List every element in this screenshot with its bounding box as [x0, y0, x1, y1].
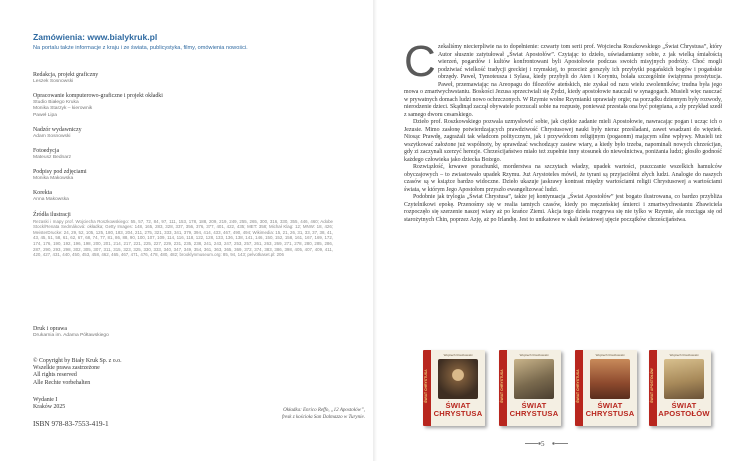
book-spine — [649, 350, 657, 426]
sources-text: Rezaski i mapy prof. Wojciecha Roszkowskiego: 55, 57, 72, 84, 97, 111, 153, 178, 188, 209, 219, 249, 255, 265, 300, 316, 330, 355, 446, 460; Adobe Stock/Renata Sedmáková: okładka; Getty Images: 148, 165, 283, 328, 337, 356, 376, 377, 401, 422, 435; MET: 358; Michał Klag: 12; MNW: 18, 426; MeisterDrucke: 24, 29, 52, 105, 125, 180, 183, 204, 211, 275, 321, 333, 341, 379, 394, 414, 433, 467, 490, 494; Wikimedia: 15, 21, 26, 31, 33, 37, 38, 41, 43, 45, 51, 58, 61, 62, 67, 68, 74, 77, 81, 86, 88, 90, 100, 107, 109, 114, 116, 118, 122, 128, 133, 136, 138, 141, 146, 150, 152, 158, 161, 167, 169, 172, 174, 176, 190, 192, 196, 198, 200, 201, 214, 217, 221, 225, 227, 229, 231, 235, 238, 241, 243, 247, 253, 257, 261, 263, 269, 271, 278, 280, 285, 286, 287, 290, 293, 298, 302, 305, 307, 311, 315, 323, 325, 330, 333, 340, 347, 349, 354, 361, 363, 365, 369, 372, 374, 383, 386, 398, 405, 407, 409, 411, 420, 427, 431, 440, 450, 453, 458, 462, 465, 467, 471, 476, 478, 480, 482; brooklynmuseum.org: 85, 94, 143; pelvotkaset.pl: 206 — [33, 218, 333, 258]
book-spine — [423, 350, 431, 426]
book-artwork — [664, 359, 704, 399]
edition-line: Wydanie I — [33, 397, 58, 403]
book-front — [507, 350, 561, 426]
credit-label: Redakcja, projekt graficzny — [33, 72, 99, 78]
book-cover-4 — [649, 350, 711, 426]
credit-block — [33, 72, 353, 85]
credit-value: Monika Starzyk – kierownik — [33, 106, 93, 112]
book-artwork — [590, 359, 630, 399]
book-artwork — [438, 359, 478, 399]
credit-value: Mateusz Bednarz — [33, 155, 72, 161]
credit-block — [33, 148, 353, 161]
credit-label: Fotoedycja — [33, 148, 60, 155]
ornament-right-icon — [552, 442, 568, 445]
book-title: ŚWIAT CHRYSTUSA — [509, 401, 559, 418]
book-title: ŚWIAT CHRYSTUSA — [585, 401, 635, 418]
sources-label: Źródła ilustracji — [33, 211, 71, 218]
book-cover-2 — [499, 350, 561, 426]
book-cover-3 — [575, 350, 637, 426]
credits-list — [33, 72, 353, 266]
printing-value: Drukarnia im. Adama Półtawskiego — [33, 333, 109, 338]
spine-title: ŚWIAT CHRYSTUSA — [576, 369, 580, 403]
page-number: 5 — [541, 440, 545, 448]
credit-label: Podpisy pod zdjęciami — [33, 169, 87, 176]
spine-title: ŚWIAT CHRYSTUSA — [500, 369, 504, 403]
paragraph: zekaliśmy niecierpliwie na to dopełnienie: czwarty tom serii prof. Wojciecha Roszkowskiego „Świat Chrystusa”, który Autor słusznie zatytułował „Świat Apostołów”. Czytając to dzieło, uświadamiamy sobie, z jak wielką śmiałością wierzeń, pogardów i kultów konfrontowani byli Apostołowie podczas swoich misyjnych podróży. Choć mogli podziwiać wielkość tradycji greckiej i rzymskiej, to przecież gorszyły ich przybytki pogańskich bogów i pogańskie obrzędy. Paweł, Tymoteusza i Sylasa, kiedy przybyli do Aten i Koryntu, bolała szczególnie świątynna prostytucja. Paweł, przemawiając na Areopagu do filozofów ateńskich, nie zyskał od razu wielu zwolenników; trudna była jego mowa o zmartwychwstaniu. Boskości Jezusa sprzeciwiali się Żydzi, kiedy apostołowie nauczali w synagogach. Musieli więc nauczać w prywatnych domach ludzi nowo ochrzczonych. W Rzymie wolne Rzymianki uprawiały orgie; na porządku dziennym były rozwody, nierodzenie dzieci. Skądinąd zaczął obywatele porzucali sobie na rozpustę, ponieważ przestała ona być potępiana, a zły przykład szedł z samego dworu cesarskiego. — [404, 44, 722, 118]
isbn: ISBN 978-83-7553-419-1 — [33, 419, 109, 428]
book-author: Wojciech Roszkowski — [595, 353, 625, 357]
book-spine — [575, 350, 583, 426]
book-title: ŚWIAT CHRYSTUSA — [433, 401, 483, 418]
book-front — [431, 350, 485, 426]
printing-info — [33, 326, 353, 339]
credit-label: Korekta — [33, 190, 52, 197]
edition-place: Kraków 2025 — [33, 404, 66, 411]
book-cover-1 — [423, 350, 485, 426]
right-page — [375, 0, 750, 461]
body-text — [404, 37, 722, 224]
spine-title: ŚWIAT APOSTOŁÓW — [650, 368, 654, 404]
caption-line: fresk z kościoła San Dalmazzo w Turynie. — [281, 414, 365, 420]
credit-block — [33, 190, 353, 203]
paragraph: Rozwiązłość, krwawe porachunki, morderstwa na szczytach władzy, upadek wartości, puszczanie wszelkich hamulców obyczajowych – to zwiastowało upadek Rzymu. Już Arystoteles mówił, że tyrani są przyjaciółmi złych ludzi. Analogie do naszych czasów są w książce bardzo widoczne. Dzieło ukazuje jaskrawy kontrast między wartościami religii Chrystusowej a wartościami świata, w którym Jego Apostołom przyszło ewangelizować ludzi. — [404, 164, 722, 193]
spine-title: ŚWIAT CHRYSTUSA — [424, 369, 428, 403]
caption-line: Okładka: Enrico Reffo, „12 Apostołów”, — [283, 408, 365, 413]
credit-block — [33, 169, 353, 182]
credit-block — [33, 127, 353, 140]
credit-value: Studio Białego Kruka — [33, 100, 79, 106]
credit-value: Monika Makowska — [33, 176, 74, 182]
credit-label: Opracowanie komputerowo-graficzne i projekt okładki — [33, 93, 163, 100]
copyright-line: © Copyright by Biały Kruk Sp. z o.o. — [33, 358, 122, 364]
printing-label: Druk i oprawa — [33, 326, 68, 332]
copyright-line: All rights reserved — [33, 372, 77, 379]
paragraph: Podobnie jak trylogia „Świat Chrystusa”, także jej kontynuacja „Świat Apostołów” jest bogato ilustrowana, co bardzo przybliża Czytelnikowi epokę. Przenośmy się w realia tamtych czasów, kiedy po męczeńskiej śmierci i zmartwychwstaniu Zbawiciela rozpoczęło się szerzenie naszej wiary aż po krańce Ziemi. Akcja tego dzieła rozgrywa się nie tylko w Rzymie, ale rozciąga się od starożytnych Chin, poprzez Azję, aż po Irlandię. Jest to unikatowe w skali światowej ujęcie początków chrześcijaństwa. — [404, 194, 722, 223]
drop-cap: C — [404, 37, 436, 86]
credit-label: Nadzór wydawniczy — [33, 126, 82, 133]
credit-value: Anna Makowska — [33, 197, 69, 203]
credit-value: Paweł Lipa — [33, 112, 57, 118]
book-artwork — [514, 359, 554, 399]
cover-caption — [210, 408, 365, 421]
paragraph: Dzieło prof. Roszkowskiego pozwala uzmysłowić sobie, jak ciężkie zadanie mieli Apostołowie, nawracając pogan i ucząc ich o Jezusie. Mimo zasłonę potwierdzających prawdziwość Chrystusowej nauki były nieraz prześladani, zawet wsadzani do więzień. Niosąc Prawdę, zagrażali tak władcom politycznym, jak i przywódcom religijnym (pogaonm) mającym silne wpływy. Musieli też wszytkować założone już wspólnoty, by sprawdzać wschodzący zasiew wiary, a kiedy było trzeba, napominali nowych chrześcijan, gdy zi zaczynali szerzyć herezje. Chrześcijaństwo miało też zupełnie inny stosunek do niewolnictwa, poniżania ludzi; głosiło godność każdego człowieka jako dziecka Bożego. — [404, 119, 722, 163]
book-author: Wojciech Roszkowski — [443, 353, 473, 357]
copyright-block — [33, 358, 233, 387]
book-title: ŚWIAT APOSTOŁÓW — [658, 401, 710, 418]
credit-block — [33, 93, 353, 119]
orders-info — [33, 32, 353, 51]
edition-block — [33, 397, 65, 411]
orders-link[interactable]: Zamówienia: www.bialykruk.pl — [33, 32, 158, 42]
ornament-left-icon — [525, 442, 541, 445]
orders-note: Na portalu także informacje z kraju i ze świata, publicystyka, filmy, omówienia nowości. — [33, 45, 248, 51]
book-spine — [499, 350, 507, 426]
copyright-line: Alle Rechte vorbehalten — [33, 379, 91, 386]
credit-value: Adam Sosnowski — [33, 133, 71, 139]
sources-block — [33, 212, 353, 258]
book-front — [583, 350, 637, 426]
book-author: Wojciech Roszkowski — [669, 353, 699, 357]
credit-value: Leszek Sosnowski — [33, 79, 74, 84]
book-front — [657, 350, 711, 426]
book-author: Wojciech Roszkowski — [519, 353, 549, 357]
book-covers — [423, 350, 711, 430]
copyright-line: Wszelkie prawa zastrzeżone — [33, 365, 100, 372]
